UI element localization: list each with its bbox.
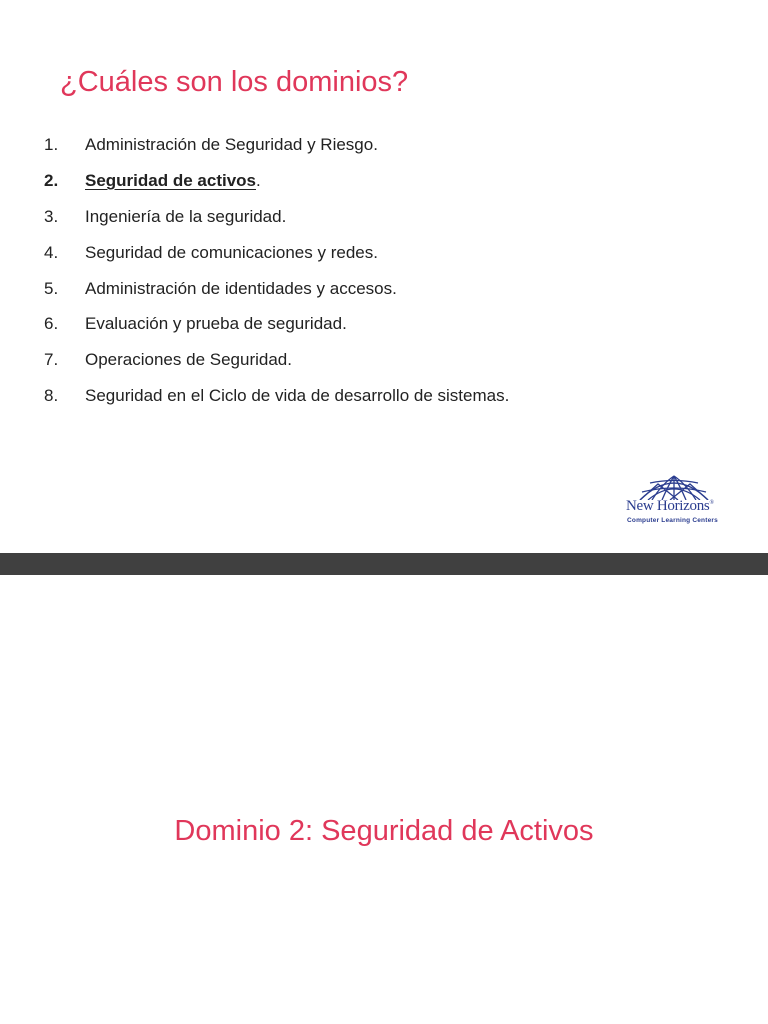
item-text: Ingeniería de la seguridad. [85,206,287,226]
list-item [44,207,509,243]
new-horizons-logo [624,474,734,530]
item-number: 3. [44,206,59,226]
section-title: Dominio 2: Seguridad de Activos [174,815,594,847]
logo-name-text: New Horizons [626,498,710,514]
list-item [44,314,509,350]
globe-icon [638,474,710,500]
slide-title: ¿Cuáles son los dominios? [60,66,409,98]
item-number: 2. [44,170,59,190]
item-number: 1. [44,135,59,154]
item-number: 7. [44,350,59,370]
item-number: 5. [44,278,59,298]
item-number: 4. [44,242,59,262]
slide-divider [0,553,768,575]
logo-tagline: Computer Learning Centers [627,517,718,524]
item-text: Administración de Seguridad y Riesgo. [85,135,378,154]
list-item [44,243,509,279]
list-item [44,279,509,315]
list-item-highlighted [44,171,509,207]
list-item [44,350,509,386]
item-text: Operaciones de Seguridad. [85,350,292,370]
item-text: Evaluación y prueba de seguridad. [85,314,347,334]
item-text: Administración de identidades y accesos. [85,278,397,298]
registered-mark: ® [709,500,714,506]
slide-section-header [0,575,768,1024]
item-text: Seguridad en el Ciclo de vida de desarrollo de sistemas. [85,386,510,406]
item-suffix: . [256,170,261,190]
item-number: 8. [44,386,59,406]
item-number: 6. [44,314,59,334]
list-item [44,386,509,422]
item-text: Seguridad de activos [85,170,256,190]
list-item [44,135,509,171]
logo-wordmark [626,498,714,515]
domain-list [44,135,509,422]
item-text: Seguridad de comunicaciones y redes. [85,242,378,262]
